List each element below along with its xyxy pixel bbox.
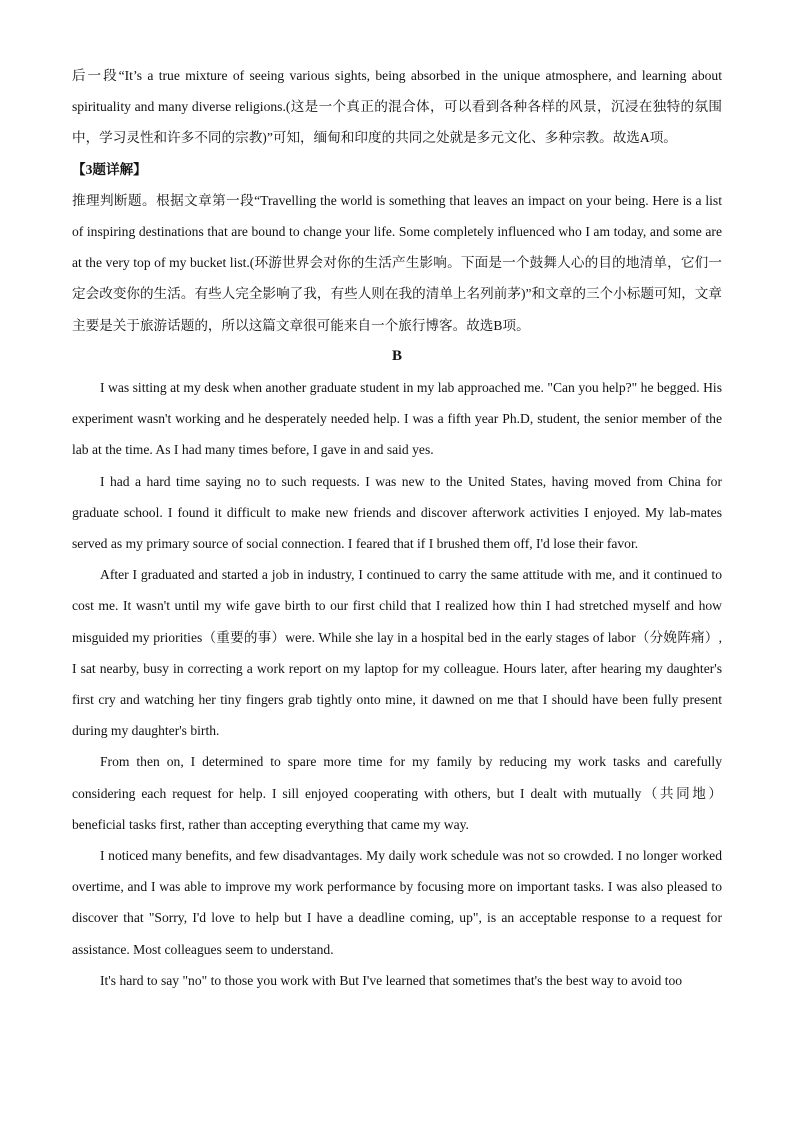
section-b-title: B <box>391 347 402 364</box>
question-3-heading: 【3题详解】 <box>72 161 147 177</box>
answer-explanation-paragraph: 后一段“It’s a true mixture of seeing various sights, being absorbed in the unique atmosphere, and learning about spirituality and many diverse religions.(这是一个真正的混合体，可以看到各种各样的风景，沉浸在独特的氛围中，学习灵性和许多不同的宗教)”可知，缅甸和印度的共同之处就是多元文化、多种宗教。故选A项。 <box>72 68 722 146</box>
passage-paragraph-6: It's hard to say "no" to those you work with But I've learned that sometimes that's the best way to avoid too <box>100 972 683 988</box>
passage-paragraph-2: I had a hard time saying no to such requests. I was new to the United States, having moved from China for graduate school. I found it difficult to make new friends and discover afterwork activities I enjoyed. My lab-mates served as my primary source of social connection. I feared that if I brushed them off, I'd lose their favor. <box>72 473 722 552</box>
passage-paragraph-5: I noticed many benefits, and few disadvantages. My daily work schedule was not so crowded. I no longer worked overtime, and I was able to improve my work performance by focusing more on important tasks. I was also pleased to discover that "Sorry, I'd love to help but I have a deadline coming, up", is an acceptable response to a request for assistance. Most colleagues seem to understand. <box>72 848 722 957</box>
passage-paragraph-3: After I graduated and started a job in industry, I continued to carry the same attitude with me, and it continued to cost me. It wasn't until my wife gave birth to our first child that I realized how thin I had stretched myself and how misguided my priorities（重要的事）were. While she lay in a hospital bed in the early stages of labor（分娩阵痛）, I sat nearby, busy in correcting a work report on my laptop for my colleague. Hours later, after hearing my daughter's first cry and watching her tiny fingers grab tightly onto mine, it dawned on me that I should have been fully present during my daughter's birth. <box>72 567 722 739</box>
document-page <box>72 60 722 996</box>
passage-paragraph-4: From then on, I determined to spare more time for my family by reducing my work tasks and carefully considering each request for help. I sill enjoyed cooperating with others, but I dealt with mutually（共同地）beneficial tasks first, rather than accepting everything that came my way. <box>72 754 722 832</box>
passage-paragraph-1: I was sitting at my desk when another graduate student in my lab approached me. "Can you help?" he begged. His experiment wasn't working and he desperately needed help. I was a fifth year Ph.D, student, the senior member of the lab at the time. As I had many times before, I gave in and said yes. <box>72 380 722 458</box>
question-3-explanation: 推理判断题。根据文章第一段“Travelling the world is something that leaves an impact on your being. Here is a list of inspiring destinations that are bound to change your life. Some completely influenced who I am today, and some are at the very top of my bucket list.(环游世界会对你的生活产生影响。下面是一个鼓舞人心的目的地清单，它们一定会改变你的生活。有些人完全影响了我，有些人则在我的清单上名列前茅)”和文章的三个小标题可知，文章主要是关于旅游话题的，所以这篇文章很可能来自一个旅行博客。故选B项。 <box>72 192 722 333</box>
